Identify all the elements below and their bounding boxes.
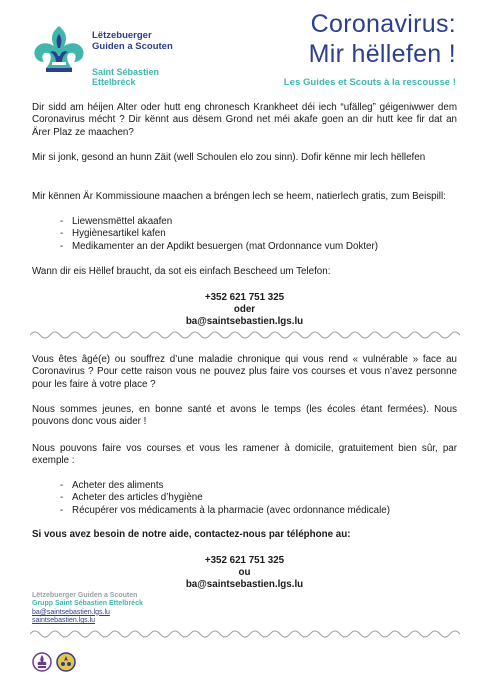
list-item: - Hygiènesartikel kafen <box>32 228 378 240</box>
org-name <box>92 30 173 52</box>
scout-badge-icon <box>32 652 52 672</box>
footer-contact <box>32 592 143 626</box>
lu-paragraph-3: Mir kënnen Är Kommissioune maachen a bréngen lech se heem, natierlech gratis, zum Beispill: <box>32 191 446 202</box>
footer-org: Lëtzebuerger Guiden a Scouten <box>32 592 138 599</box>
group-line-1: Saint Sébastien <box>92 67 160 77</box>
fr-paragraph-2: Nous sommes jeunes, en bonne santé et avons le temps (les écoles étant fermées). Nous pouvons donc vous aider ! <box>32 404 457 428</box>
lu-paragraph-4: Wann dir eis Hëllef braucht, da sot eis einfach Bescheed um Telefon: <box>32 266 331 277</box>
footer-website-link[interactable]: saintsebastien.lgs.lu <box>32 617 96 625</box>
list-item: - Liewensmëttel akaafen <box>32 216 378 228</box>
group-name <box>92 67 159 87</box>
lu-or: oder <box>233 304 256 315</box>
list-item: - Acheter des aliments <box>32 480 390 492</box>
fleur-de-lis-logo-icon <box>28 22 90 80</box>
wave-divider-icon <box>30 329 460 341</box>
org-line-2: Guiden a Scouten <box>92 41 173 52</box>
tagline: Les Guides et Scouts à la rescousse ! <box>283 77 456 88</box>
list-item: - Récupérer vos médicaments à la pharmacie (avec ordonnance médicale) <box>32 505 390 517</box>
list-item: - Medikamenter an der Apdikt besuergen (mat Ordonnance vum Dokter) <box>32 241 378 253</box>
footer-group: Grupp Saint Sébastien Ettelbréck <box>32 600 143 608</box>
footer-email-link[interactable]: ba@saintsebastien.lgs.lu <box>32 608 110 616</box>
lu-email-link[interactable]: ba@saintsebastien.lgs.lu <box>185 316 304 327</box>
wave-divider-icon <box>30 628 460 640</box>
lu-phone[interactable]: +352 621 751 325 <box>204 292 285 303</box>
fr-paragraph-1: Vous êtes âgé(e) ou souffrez d’une maladie chronique qui vous rend « vulnérable » face au Coronavirus ? Pour cette raison vous ne pouvez plus faire vos courses et vous n’avez personne pour les faire à votre place ? <box>32 354 457 390</box>
lu-list <box>32 216 378 253</box>
fr-or: ou <box>238 567 251 578</box>
lu-paragraph-2: Mir si jonk, gesond an hunn Zäit (well Schoulen elo zou sinn). Dofir kënne mir lech hëllefen <box>32 152 426 163</box>
fr-email-link[interactable]: ba@saintsebastien.lgs.lu <box>185 579 304 590</box>
page-title-line-1: Coronavirus: <box>310 10 456 38</box>
fr-phone[interactable]: +352 621 751 325 <box>204 555 285 566</box>
fr-paragraph-3: Nous pouvons faire vos courses et vous les ramener à domicile, gratuitement bien sûr, par exemple : <box>32 443 457 467</box>
group-line-2: Ettelbréck <box>92 77 136 87</box>
list-item: - Acheter des articles d’hygiène <box>32 492 390 504</box>
lu-paragraph-1: Dir sidd am héijen Alter oder hutt eng chronesch Krankheet déi iech “ufälleg” géigeniwwer dem Coronavirus mécht ? Dir kënnt aus dësem Grond net méi akafe goen an dir hutt kee fir dat an Ärer Plaz ze maachen? <box>32 102 457 138</box>
fr-paragraph-4: Si vous avez besoin de notre aide, contactez-nous par téléphone au: <box>32 529 351 540</box>
page-title-line-2: Mir hëllefen ! <box>308 40 456 68</box>
fr-list <box>32 480 390 517</box>
org-line-1: Lëtzebuerger <box>92 30 152 41</box>
guide-badge-icon <box>56 652 76 672</box>
